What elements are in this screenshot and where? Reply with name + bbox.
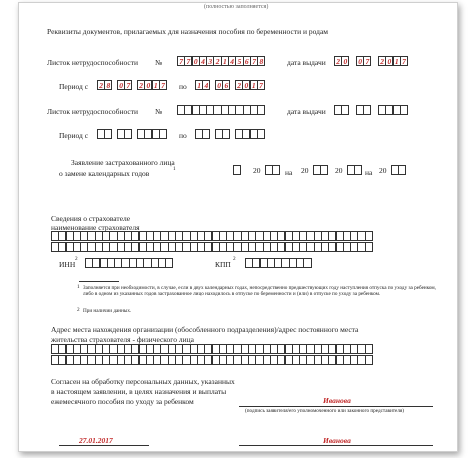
replace-label-2: о замене календарных годов: [59, 169, 150, 178]
period-from-day-field[interactable]: [97, 80, 112, 90]
char-cell[interactable]: 4: [199, 56, 207, 66]
char-cell[interactable]: 0: [215, 80, 223, 90]
char-cell[interactable]: [257, 129, 265, 139]
char-cell[interactable]: [303, 258, 311, 268]
char-cell[interactable]: 0: [242, 80, 250, 90]
char-cell[interactable]: 7: [363, 56, 371, 66]
sick-leave-label: Листок нетрудоспособности: [47, 58, 139, 67]
year-prefix-4: 20: [379, 166, 387, 175]
char-cell[interactable]: [365, 242, 373, 252]
inn-field[interactable]: [85, 258, 173, 268]
char-cell[interactable]: [320, 165, 328, 175]
char-cell[interactable]: 2: [378, 56, 386, 66]
consent-line-3: ежемесячного пособия по уходу за ребенком: [51, 397, 194, 406]
replace-years-checkbox[interactable]: [233, 165, 240, 175]
char-cell[interactable]: [365, 231, 373, 241]
na-label-2: на: [365, 168, 373, 177]
char-cell[interactable]: 7: [400, 56, 408, 66]
char-cell[interactable]: 0: [117, 80, 125, 90]
period-to-day-field[interactable]: [195, 80, 210, 90]
sick-leave-number-field-2[interactable]: [177, 105, 265, 115]
period-from-month-field[interactable]: [117, 80, 132, 90]
char-cell[interactable]: 1: [221, 56, 229, 66]
char-cell[interactable]: [124, 129, 132, 139]
form-page: [18, 2, 458, 452]
issue-year-field[interactable]: [378, 56, 407, 66]
bottom-name: Иванова: [323, 436, 351, 445]
char-cell[interactable]: 1: [152, 80, 160, 90]
period2-to-day-field[interactable]: [195, 129, 210, 139]
char-cell[interactable]: [257, 105, 265, 115]
insurer-name-row-2[interactable]: [51, 242, 372, 252]
char-cell[interactable]: [165, 258, 173, 268]
char-cell[interactable]: 5: [235, 56, 243, 66]
number-sign-2: №: [155, 107, 163, 116]
char-cell[interactable]: 3: [206, 56, 214, 66]
replace-year-3-field[interactable]: [347, 165, 362, 175]
bottom-signature-line: [239, 445, 433, 446]
char-cell[interactable]: [400, 105, 408, 115]
char-cell[interactable]: [363, 105, 371, 115]
address-label-2: жительства страхователя - физического лица: [51, 335, 194, 344]
char-cell[interactable]: 2: [137, 80, 145, 90]
inn-label: ИНН: [59, 260, 76, 269]
char-cell[interactable]: 0: [356, 56, 364, 66]
issue-day-field[interactable]: [334, 56, 349, 66]
top-header: (полностью заполняется): [204, 4, 269, 10]
char-cell[interactable]: 0: [385, 56, 393, 66]
char-cell[interactable]: 1: [195, 80, 203, 90]
sick-leave-number-field[interactable]: [177, 56, 265, 66]
replace-year-4-field[interactable]: [391, 165, 406, 175]
period-from-year-field[interactable]: [137, 80, 166, 90]
char-cell[interactable]: [222, 129, 230, 139]
char-cell[interactable]: 7: [257, 80, 265, 90]
year-prefix-1: 20: [253, 166, 261, 175]
signature-name: Иванова: [323, 396, 351, 405]
char-cell[interactable]: 7: [184, 56, 192, 66]
issue-year-field-2[interactable]: [378, 105, 407, 115]
issue-month-field-2[interactable]: [356, 105, 371, 115]
char-cell[interactable]: [272, 165, 280, 175]
char-cell[interactable]: 8: [257, 56, 265, 66]
replace-year-2-field[interactable]: [313, 165, 328, 175]
period2-from-month-field[interactable]: [117, 129, 132, 139]
replace-label-1: Заявление застрахованного лица: [71, 158, 175, 167]
issue-date-label-2: дата выдачи: [287, 107, 326, 116]
char-cell[interactable]: 7: [124, 80, 132, 90]
footnote-separator: [79, 281, 119, 282]
to-label-2: по: [179, 131, 187, 140]
to-label: по: [179, 82, 187, 91]
footnote2-num: 2: [77, 307, 80, 313]
number-sign: №: [155, 58, 163, 67]
char-cell[interactable]: 0: [192, 56, 200, 66]
char-cell[interactable]: 2: [213, 56, 221, 66]
char-cell[interactable]: [365, 344, 373, 354]
consent-line-1: Согласен на обработку персональных данных, указанных: [51, 377, 235, 386]
signature-line: [239, 406, 433, 407]
inn-mark: 2: [75, 256, 78, 262]
char-cell[interactable]: 7: [159, 80, 167, 90]
char-cell[interactable]: [341, 105, 349, 115]
char-cell[interactable]: [354, 165, 362, 175]
char-cell[interactable]: 8: [104, 80, 112, 90]
footnote1-num: 1: [77, 284, 80, 290]
period2-from-day-field[interactable]: [97, 129, 112, 139]
char-cell[interactable]: 2: [235, 80, 243, 90]
period2-to-year-field[interactable]: [235, 129, 264, 139]
char-cell[interactable]: [104, 129, 112, 139]
char-cell[interactable]: 6: [222, 80, 230, 90]
issue-month-field[interactable]: [356, 56, 371, 66]
period2-to-month-field[interactable]: [215, 129, 230, 139]
kpp-field[interactable]: [245, 258, 311, 268]
footnote2-text: При наличии данных.: [83, 308, 132, 314]
period-to-year-field[interactable]: [235, 80, 264, 90]
period-to-month-field[interactable]: [215, 80, 230, 90]
section-title: Реквизиты документов, прилагаемых для назначения пособия по беременности и родам: [47, 27, 329, 36]
char-cell[interactable]: [365, 355, 373, 365]
issue-date-label: дата выдачи: [287, 58, 326, 67]
char-cell[interactable]: 2: [334, 56, 342, 66]
char-cell[interactable]: 4: [202, 80, 210, 90]
sick-leave-label-2: Листок нетрудоспособности: [47, 107, 139, 116]
insurer-name-row-1[interactable]: [51, 231, 372, 241]
char-cell[interactable]: 6: [243, 56, 251, 66]
char-cell[interactable]: 4: [228, 56, 236, 66]
char-cell[interactable]: 0: [144, 80, 152, 90]
issue-day-field-2[interactable]: [334, 105, 349, 115]
char-cell[interactable]: 7: [177, 56, 185, 66]
char-cell[interactable]: 0: [341, 56, 349, 66]
consent-line-2: в настоящем заявлении, в целях назначения и выплаты: [51, 387, 227, 396]
char-cell[interactable]: [159, 129, 167, 139]
year-prefix-2: 20: [301, 166, 309, 175]
address-row-2[interactable]: [51, 355, 372, 365]
footnote-mark-1: 1: [173, 166, 176, 172]
address-label-1: Адрес места нахождения организации (обособленного подразделения)/адрес постоянного места: [51, 325, 359, 334]
kpp-mark: 2: [233, 256, 236, 262]
char-cell[interactable]: [233, 165, 241, 175]
period2-from-year-field[interactable]: [137, 129, 166, 139]
insurer-info-label: Сведения о страхователе: [51, 214, 131, 223]
address-row-1[interactable]: [51, 344, 372, 354]
char-cell[interactable]: 2: [97, 80, 105, 90]
insurer-name-label: наименование страхователя: [51, 223, 140, 232]
kpp-label: КПП: [215, 260, 231, 269]
char-cell[interactable]: 1: [393, 56, 401, 66]
period-label: Период с: [59, 82, 89, 91]
date-line: [59, 445, 149, 446]
replace-year-1-field[interactable]: [265, 165, 280, 175]
char-cell[interactable]: 1: [250, 80, 258, 90]
signature-caption: (подпись заявителя/его уполномоченного или законного представителя): [245, 408, 405, 414]
char-cell[interactable]: 7: [250, 56, 258, 66]
char-cell[interactable]: [398, 165, 406, 175]
period-label-2: Период с: [59, 131, 89, 140]
char-cell[interactable]: [202, 129, 210, 139]
footnote1-text: Заполняется при необходимости, в случае, если в двух календарных годах, непосредственно предшествующих году наступления отпуска по уходу за ребенком, либо в одном из указанных годов застрахованное лицо находилось в отпуске по беременности и (или) в отпуске по уходу за ребенком.: [83, 285, 436, 298]
na-label-1: на: [285, 168, 293, 177]
date-value: 27.01.2017: [79, 436, 113, 445]
year-prefix-3: 20: [335, 166, 343, 175]
